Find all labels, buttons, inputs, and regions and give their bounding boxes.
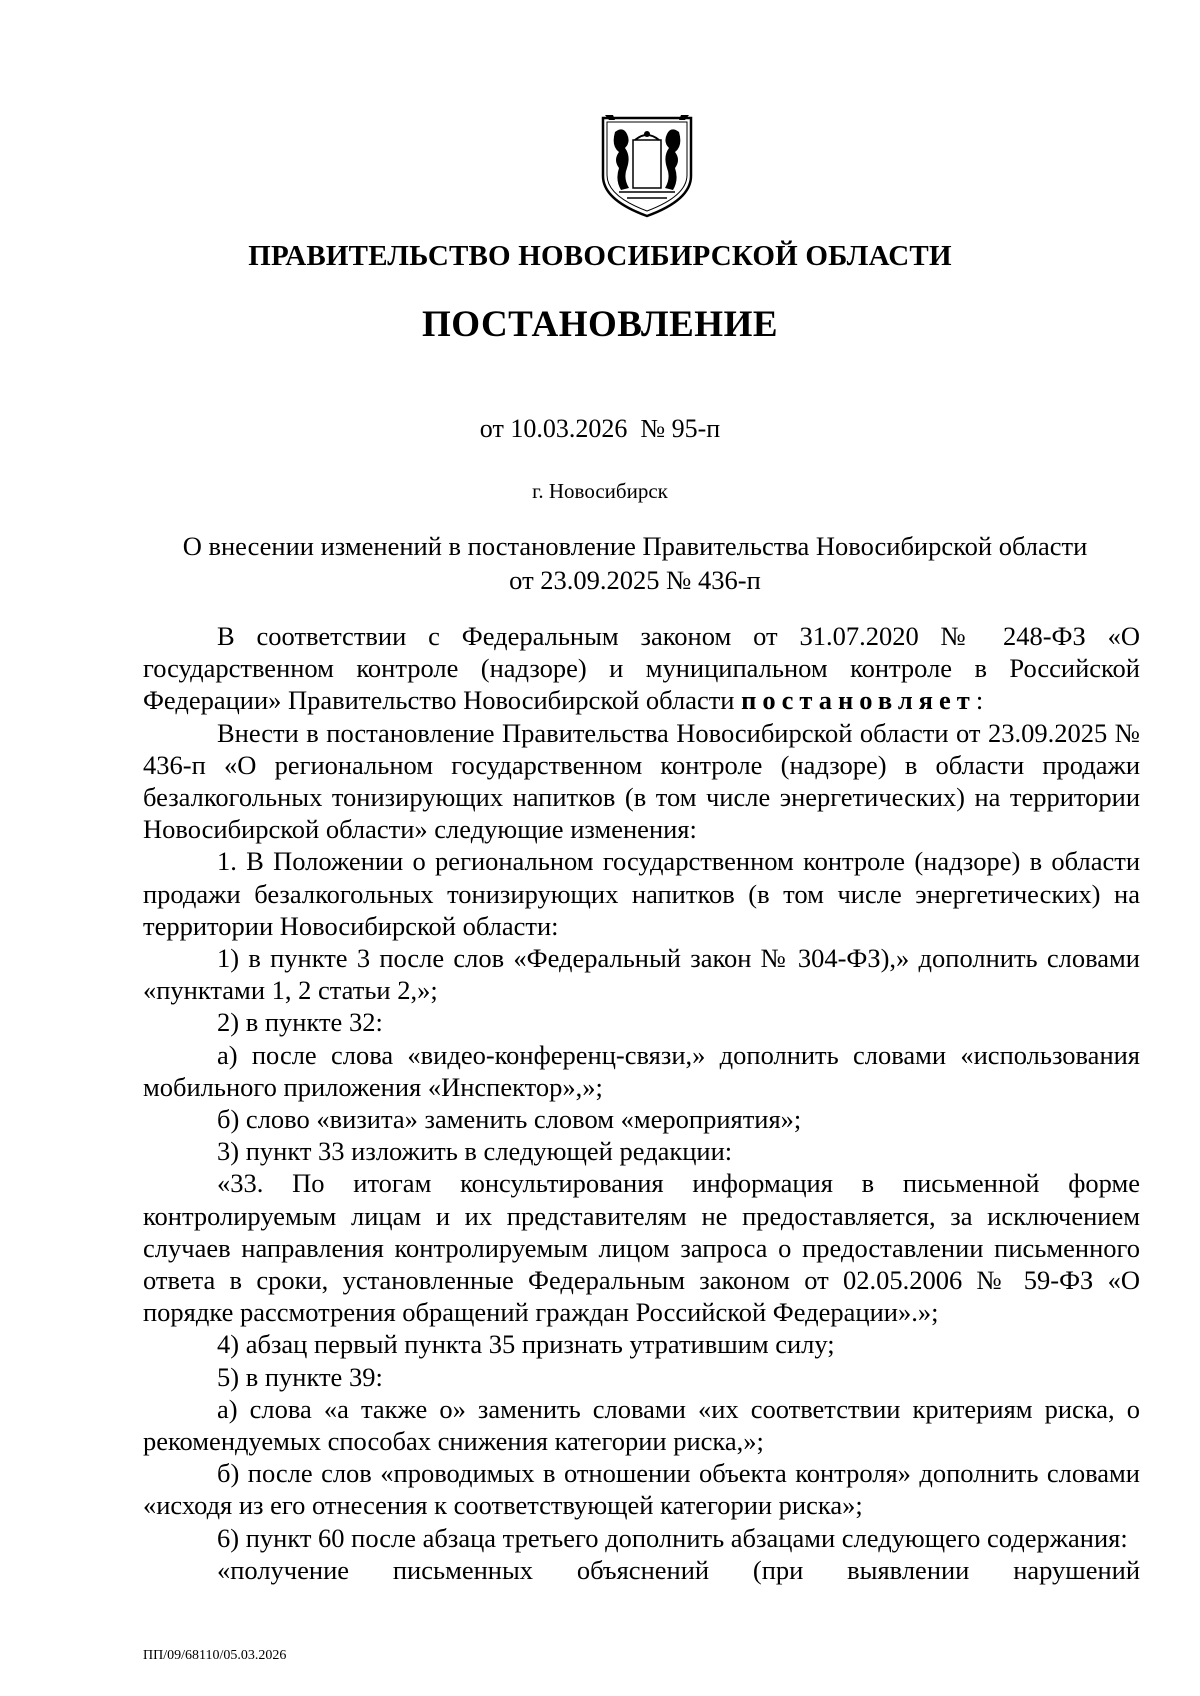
document-subject bbox=[140, 529, 1130, 597]
subject-line-1: О внесении изменений в постановление Правительства Новосибирской области bbox=[182, 531, 1088, 561]
paragraph-subitem-1: 1) в пункте 3 после слов «Федеральный закон № 304-ФЗ),» дополнить словами «пунктами 1, 2 статьи 2,»; bbox=[143, 943, 1140, 1006]
document-type-title: ПОСТАНОВЛЕНИЕ bbox=[421, 304, 779, 345]
paragraph-subitem-5: 5) в пункте 39: bbox=[217, 1361, 383, 1392]
paragraph-item-1: 1. В Положении о региональном государственном контроле (надзоре) в области продажи безалкогольных тонизирующих напитков (в том числе энергетических) на территории Новосибирской области: bbox=[143, 846, 1140, 941]
subject-line-2: от 23.09.2025 № 436-п bbox=[509, 565, 761, 595]
paragraph-amend-intro: Внести в постановление Правительства Новосибирской области от 23.09.2025 № 436-п «О региональном государственном контроле (надзоре) в области продажи безалкогольных тонизирующих напитков (в том числе энергетических) на территории Новосибирской области» следующие изменения: bbox=[143, 717, 1140, 845]
paragraph-subitem-5b: б) после слов «проводимых в отношении объекта контроля» дополнить словами «исходя из его отнесения к соответствующей категории риска»; bbox=[143, 1458, 1140, 1521]
organization-title: ПРАВИТЕЛЬСТВО НОВОСИБИРСКОЙ ОБЛАСТИ bbox=[248, 240, 952, 272]
paragraph-continuation: «получение письменных объяснений (при выявлении нарушений bbox=[217, 1554, 1140, 1585]
paragraph-subitem-2a: а) после слова «видео-конференц-связи,» дополнить словами «использования мобильного приложения «Инспектор»,»; bbox=[143, 1039, 1140, 1102]
document-code-footer: ПП/09/68110/05.03.2026 bbox=[143, 1648, 287, 1663]
preamble-colon: : bbox=[975, 685, 984, 716]
paragraph-subitem-3: 3) пункт 33 изложить в следующей редакции: bbox=[217, 1136, 733, 1167]
decree-keyword: постановляет bbox=[741, 685, 976, 716]
paragraph-point-33: «33. По итогам консультирования информация в письменной форме контролируемым лицам и их представителям не предоставляется, за исключением случаев направления контролируемым лицом запроса о предоставлении письменного ответа в сроки, установленные Федеральным законом от 02.05.2006 № 59-ФЗ «О порядке рассмотрения обращений граждан Российской Федерации».»; bbox=[143, 1168, 1140, 1328]
coat-of-arms-icon bbox=[597, 112, 697, 220]
paragraph-subitem-4: 4) абзац первый пункта 35 признать утратившим силу; bbox=[217, 1329, 835, 1360]
document-body bbox=[143, 620, 1140, 1586]
paragraph-preamble bbox=[143, 620, 1140, 717]
paragraph-subitem-2b: б) слово «визита» заменить словом «мероприятия»; bbox=[217, 1104, 802, 1135]
paragraph-subitem-6: 6) пункт 60 после абзаца третьего дополнить абзацами следующего содержания: bbox=[217, 1522, 1128, 1553]
paragraph-subitem-5a: а) слова «а также о» заменить словами «их соответствии критериям риска, о рекомендуемых способах снижения категории риска,»; bbox=[143, 1393, 1140, 1457]
preamble-text: В соответствии с Федеральным законом от 31.07.2020 № 248-ФЗ «О государственном контроле (надзоре) и муниципальном контроле в Российской Федерации» Правительство Новосибирской области bbox=[143, 621, 1140, 716]
paragraph-subitem-2: 2) в пункте 32: bbox=[217, 1007, 383, 1038]
city-line: г. Новосибирск bbox=[532, 479, 668, 503]
date-number-line: от 10.03.2026 № 95-п bbox=[479, 414, 721, 443]
